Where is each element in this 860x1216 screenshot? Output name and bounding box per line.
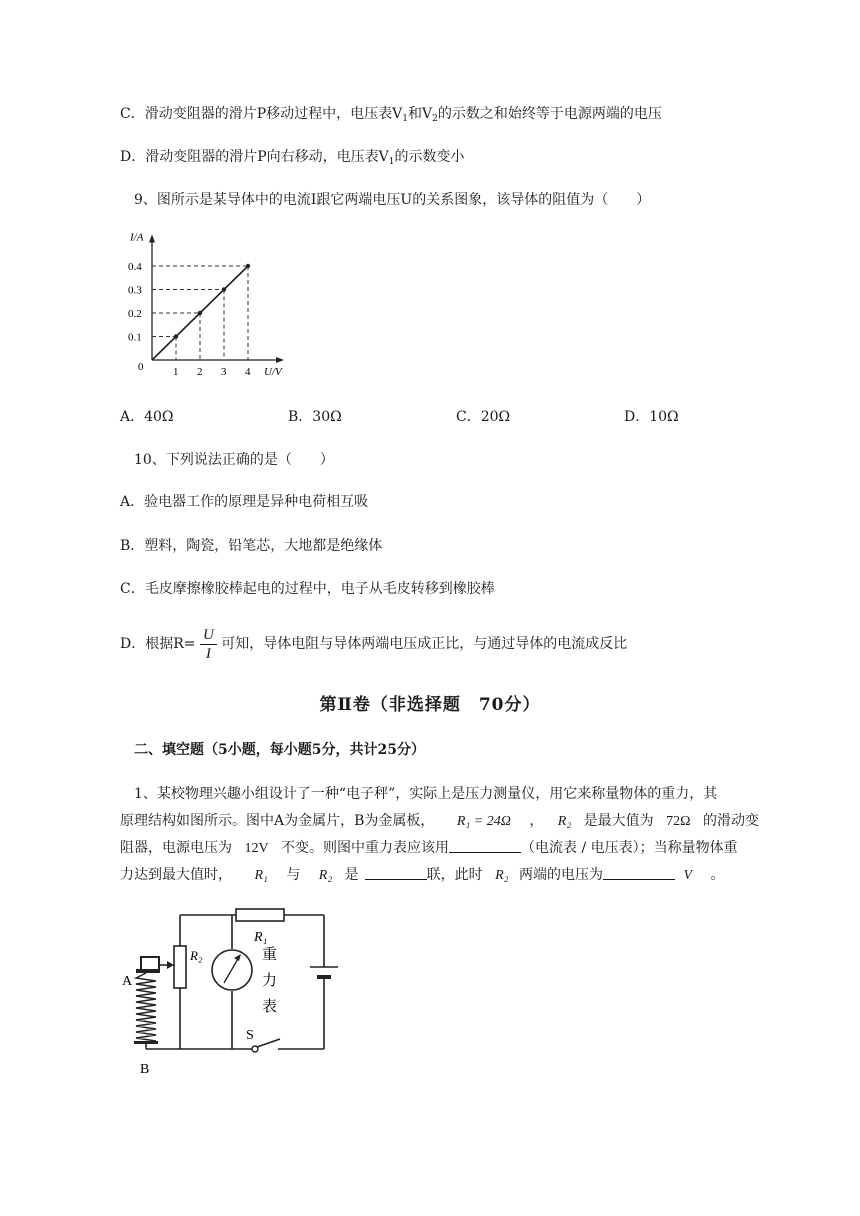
fraction-denominator: I xyxy=(205,645,211,662)
subscript: 1 xyxy=(388,157,395,167)
fill1-text: 与 xyxy=(286,867,301,883)
voltage-value: 12V xyxy=(244,841,269,856)
fill1-line4 xyxy=(120,865,724,886)
fill1-text: 原理结构如图所示。图中A为金属片，B为金属板， xyxy=(120,813,435,829)
r2-max-value: 72Ω xyxy=(666,814,691,829)
spring xyxy=(136,973,156,1043)
label-r2: R₂ xyxy=(190,948,203,963)
q8-option-c-text: C．滑动变阻器的滑片P移动过程中，电压表V xyxy=(120,106,403,122)
x-tick-label: 2 xyxy=(197,366,203,378)
meter-label-1: 重 xyxy=(262,945,278,963)
meter-label-3: 表 xyxy=(262,997,278,1015)
y-axis-arrow xyxy=(149,235,155,243)
subscript: 1 xyxy=(402,114,408,124)
x-tick-label: 4 xyxy=(245,366,251,378)
label-r1: R₁ xyxy=(254,930,268,945)
answer-blank[interactable] xyxy=(365,865,427,880)
unit-volt: V xyxy=(683,868,692,883)
r1-value: R₁ = 24Ω xyxy=(456,814,511,829)
q9-option-d: D．10Ω xyxy=(624,409,679,425)
q10-option-a: A．验电器工作的原理是异种电荷相互吸 xyxy=(120,494,369,510)
x-tick-label: 1 xyxy=(173,366,179,378)
data-point xyxy=(222,287,226,291)
q10-option-b: B．塑料，陶瓷，铅笔芯，大地都是绝缘体 xyxy=(120,538,383,554)
answer-blank[interactable] xyxy=(449,838,521,853)
rheostat-r2 xyxy=(174,946,186,988)
r1-symbol: R₁ xyxy=(254,868,268,883)
data-point xyxy=(198,311,202,315)
battery-short-plate xyxy=(317,975,331,979)
formula-fraction xyxy=(200,626,217,663)
fill1-text: 的滑动变 xyxy=(702,813,759,829)
resistor-r1 xyxy=(236,909,284,921)
fill1-line3 xyxy=(120,838,738,859)
metal-plate-b xyxy=(134,1041,158,1044)
fraction-numerator: U xyxy=(200,626,217,645)
fill1-text: 两端的电压为 xyxy=(518,867,603,883)
y-axis-label: I/A xyxy=(130,231,144,244)
q9-stem: 9、图所示是某导体中的电流I跟它两端电压U的关系图象，该导体的阻值为（ ） xyxy=(134,192,651,208)
r2-symbol: R₂ xyxy=(318,868,333,883)
fill1-text: 不变。则图中重力表应该用 xyxy=(281,840,450,856)
fill1-line1: 1、某校物理兴趣小组设计了一种“电子秤”，实际上是压力测量仪，用它来称量物体的重力，其 xyxy=(134,786,718,802)
q8-option-d-text: D．滑动变阻器的滑片P向右移动，电压表V xyxy=(120,149,389,165)
y-tick-label: 0.4 xyxy=(128,261,142,273)
x-tick-label: 3 xyxy=(221,366,227,378)
label-b: B xyxy=(140,1062,150,1077)
x-axis-arrow xyxy=(276,357,284,363)
circuit-diagram xyxy=(118,905,358,1080)
q9-graph xyxy=(120,230,340,380)
y-tick-label: 0.2 xyxy=(128,308,142,320)
fill1-text: 是 xyxy=(344,867,359,883)
r2-symbol: R₂ xyxy=(557,814,572,829)
fill1-text: 是最大值为 xyxy=(583,813,654,829)
r2-symbol: R₂ xyxy=(495,868,509,883)
metal-plate-a xyxy=(141,957,159,971)
fill1-text: （电流表 / 电压表）；当称量物体重 xyxy=(521,840,738,856)
q10-option-c: C．毛皮摩擦橡胶棒起电的过程中，电子从毛皮转移到橡胶棒 xyxy=(120,581,495,597)
fill1-text: 力达到最大值时， xyxy=(120,867,232,883)
q9-option-c: C．20Ω xyxy=(456,409,511,425)
q10-option-d-suffix: 可知，导体电阻与导体两端电压成正比，与通过导体的电流成反比 xyxy=(221,636,628,652)
q8-option-c xyxy=(120,104,662,129)
fill1-text: 。 xyxy=(710,867,725,883)
q8-option-d-text: 的示数变小 xyxy=(394,149,465,165)
fill1-text: ， xyxy=(529,813,544,829)
q8-option-c-text: 和V xyxy=(407,106,433,122)
x-axis-label: U/V xyxy=(264,366,282,378)
origin-label: 0 xyxy=(138,361,144,373)
y-tick-label: 0.1 xyxy=(128,331,142,344)
q10-option-d-prefix: D．根据R= xyxy=(120,636,196,652)
data-point xyxy=(174,334,178,338)
slider-arrow xyxy=(167,961,174,969)
subscript: 2 xyxy=(432,114,438,124)
fill1-text: 阻器，电源电压为 xyxy=(120,840,232,856)
fill1-line2 xyxy=(120,811,759,832)
label-s: S xyxy=(246,1028,254,1043)
q9-option-a: A．40Ω xyxy=(120,409,174,425)
fill1-text: 联，此时 xyxy=(426,867,483,883)
q9-option-b: B．30Ω xyxy=(288,409,342,425)
q10-stem: 10、下列说法正确的是（ ） xyxy=(134,452,334,468)
y-tick-label: 0.3 xyxy=(128,284,142,297)
answer-blank[interactable] xyxy=(603,865,675,880)
q10-option-d xyxy=(120,622,627,666)
section-title: 第Ⅱ卷（非选择题 70分） xyxy=(319,695,541,715)
section-subtitle: 二、填空题（5小题，每小题5分，共计25分） xyxy=(134,742,425,758)
data-point xyxy=(246,264,250,268)
q8-option-d xyxy=(120,147,465,172)
meter-label-2: 力 xyxy=(262,971,278,989)
label-a: A xyxy=(122,974,133,989)
q8-option-c-text: 的示数之和始终等于电源两端的电压 xyxy=(437,106,662,122)
